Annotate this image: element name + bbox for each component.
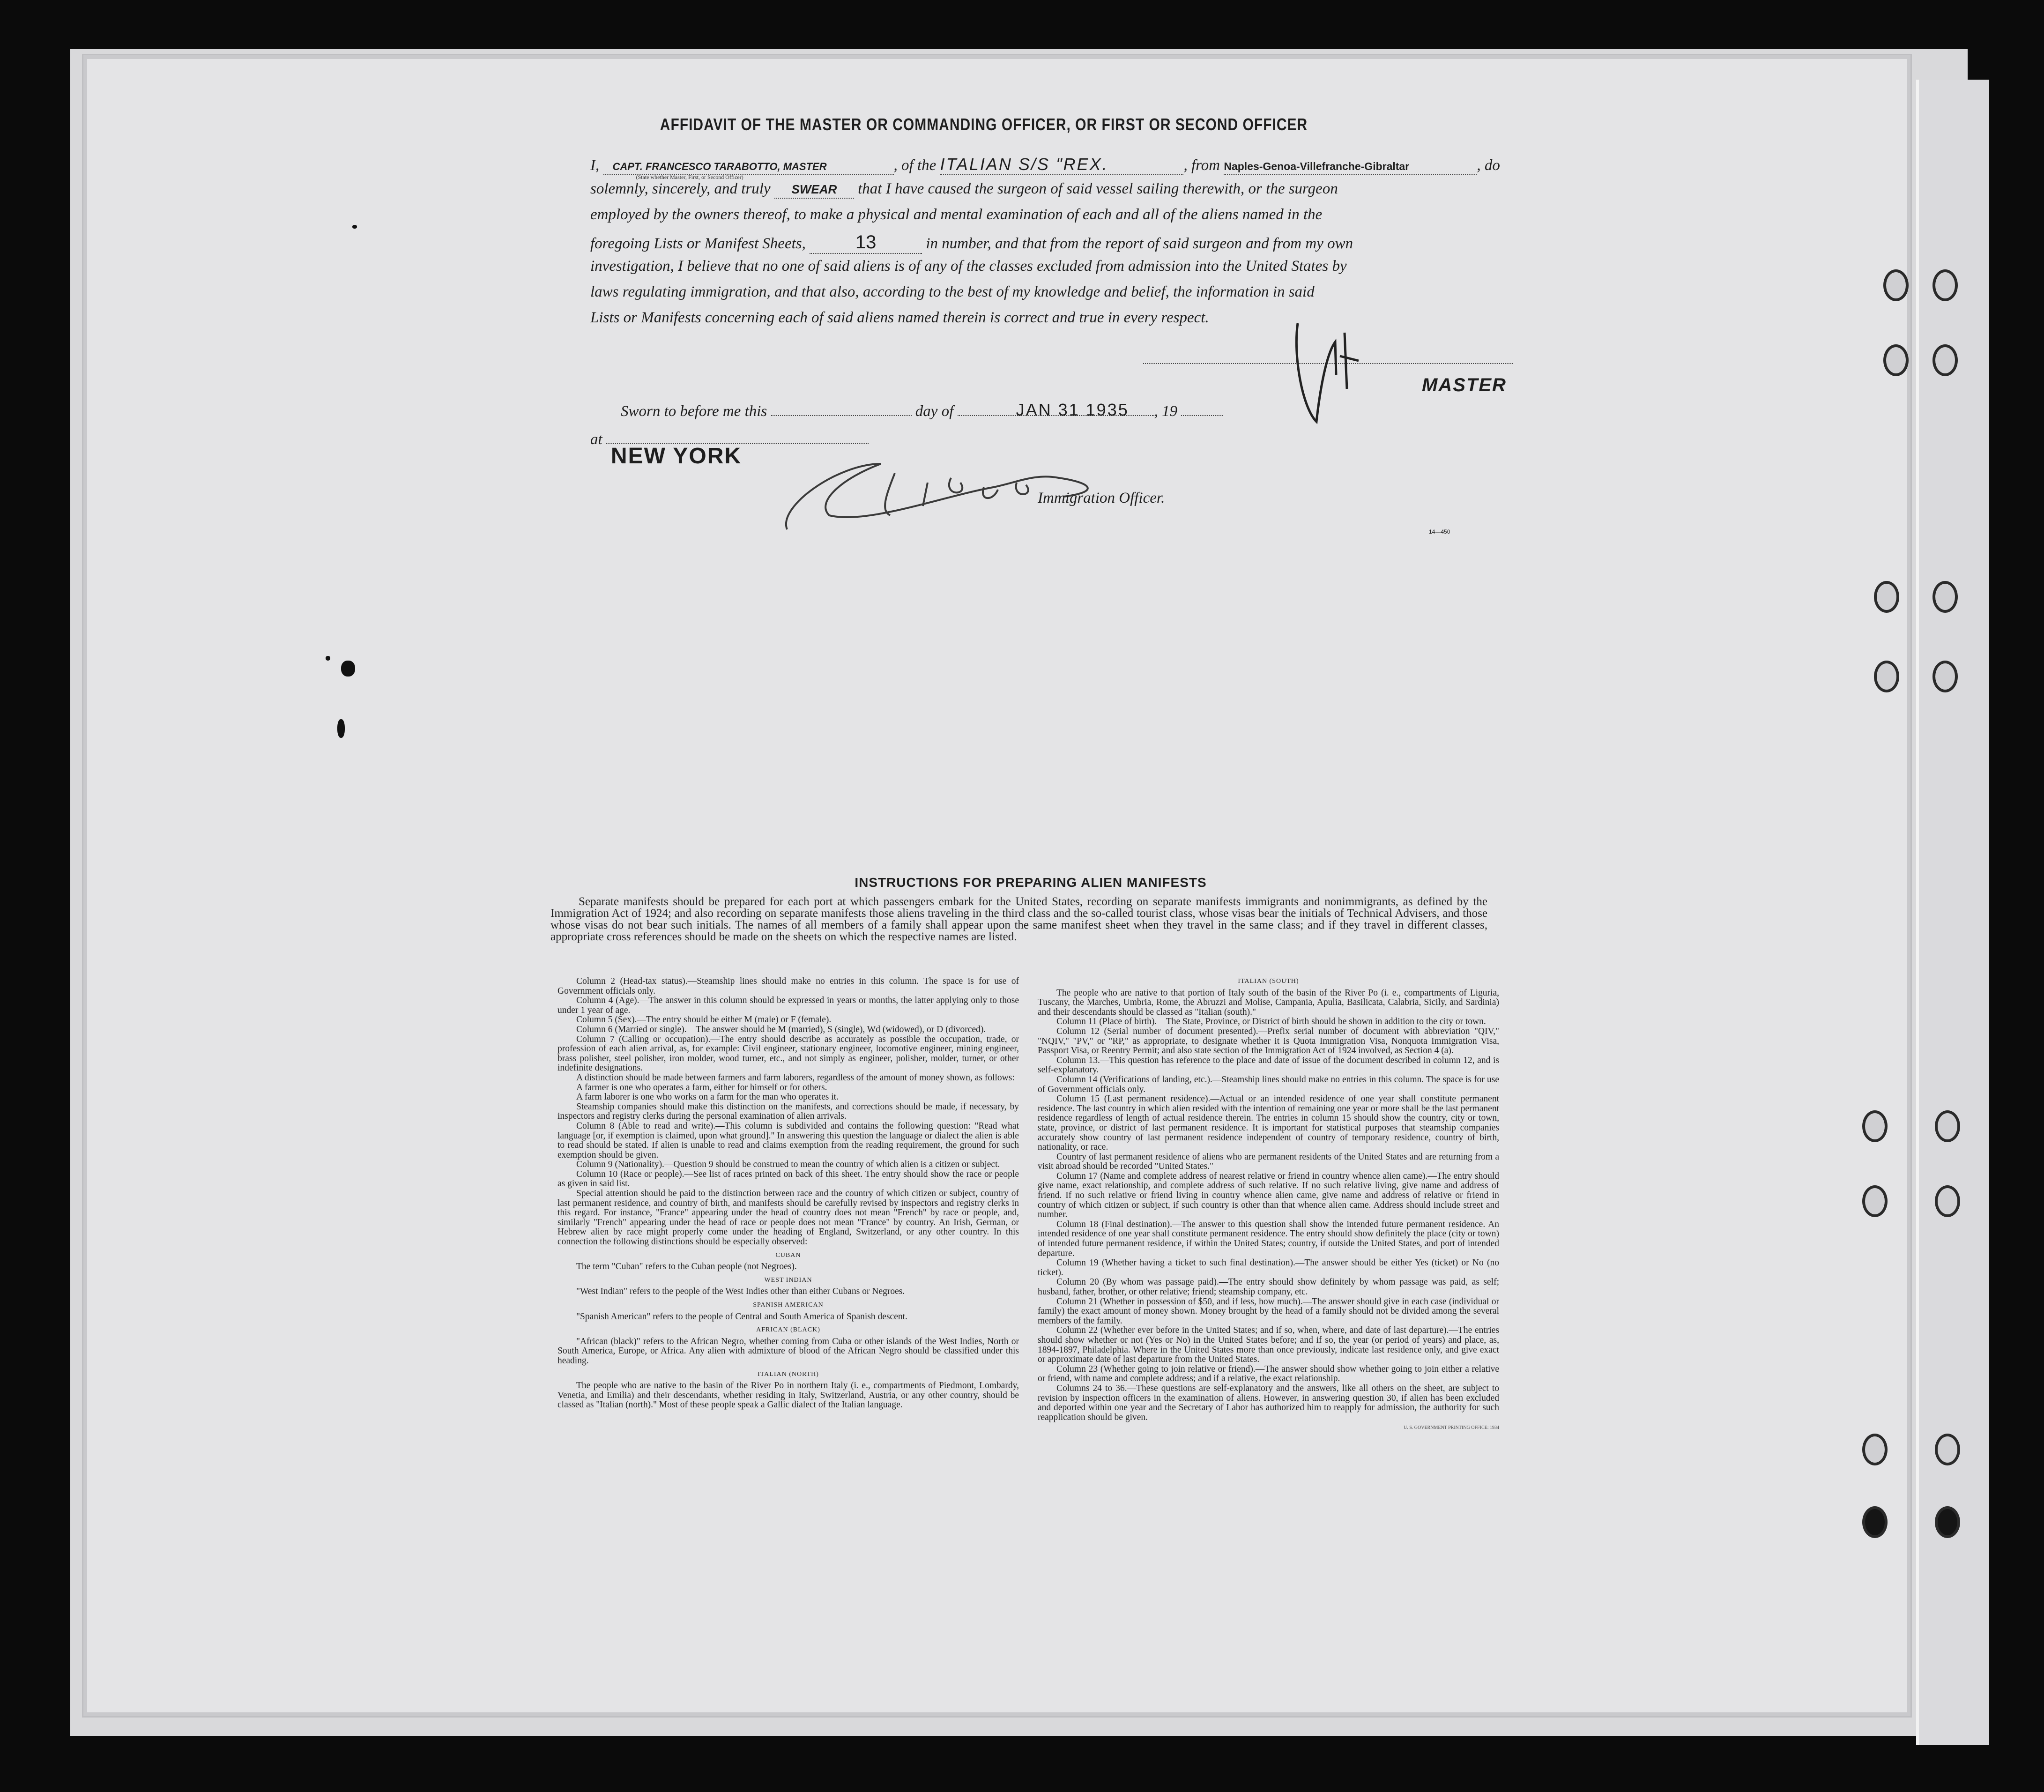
day-field (771, 415, 912, 416)
affidavit-text: in number, and that from the report of said surgeon and from my own (926, 235, 1353, 252)
affidavit-line-1 (590, 155, 1500, 180)
ink-speck (352, 225, 357, 229)
affidavit-title: AFFIDAVIT OF THE MASTER OR COMMANDING OFFICER, OR FIRST OR SECOND OFFICER (660, 115, 1308, 134)
vessel-field (940, 155, 1183, 175)
binder-hole (1862, 1434, 1888, 1465)
master-signature (1284, 314, 1368, 431)
section-heading: WEST INDIAN (764, 1276, 812, 1284)
printer-imprint: U. S. GOVERNMENT PRINTING OFFICE: 1934 (1404, 1425, 1499, 1431)
date-stamp: JAN 31 1935 (1016, 400, 1129, 419)
binder-hole (1933, 269, 1958, 301)
oath-field (774, 180, 854, 199)
binder-hole (1935, 1185, 1960, 1217)
rank-note: (State whether Master, First, or Second Officer) (636, 174, 743, 180)
affidavit-line-6: laws regulating immigration, and that also, according to the best of my knowledge and belief, the information in said (590, 283, 1315, 300)
instruction-paragraph: Column 18 (Final destination).—The answer to this question shall show the intended future permanent residence. An intended residence of one year shall constitute permanent residence. The entry should show definitely the place (city or town) of intended future permanent residence, if within the United States; country, if outside the United States, and port of intended departure. (1038, 1219, 1499, 1258)
instruction-paragraph: Column 22 (Whether ever before in the United States; and if so, when, where, and date of last departure).—The entries should show whether or not (Yes or No) in the United States before; and if so, the year (or period of years) and place, as, 1894-1897, Philadelphia. Where in the United States more than once previously, indicate last residence only, and give exact or approximate date of last departure from the United States. (1038, 1325, 1499, 1365)
affidavit-text: , 19 (1154, 403, 1178, 420)
year-field (1181, 415, 1223, 416)
binder-hole (1874, 661, 1899, 692)
signer-title: MASTER (1422, 375, 1507, 395)
section-heading: ITALIAN (SOUTH) (1238, 978, 1299, 985)
section-heading: AFRICAN (BLACK) (756, 1326, 820, 1334)
instruction-paragraph: Columns 24 to 36.—These questions are self-explanatory and the answers, like all others on the sheet, are subject to revision by inspection officers in the examination of aliens. However, in answering question 30, if alien has been excluded and deported within one year and the Secretary of Labor has authorized him to reapply for admission, the authority for such reapplication should be given. (1038, 1383, 1499, 1422)
instruction-paragraph: Column 23 (Whether going to join relative or friend).—The answer should show whether going to join either a relative or friend, with name and complete address; and if a relative, the exact relationship. (1038, 1364, 1499, 1384)
instruction-paragraph: Steamship companies should make this distinction on the manifests, and corrections should be made, if necessary, by inspectors and registry clerks during the personal examination of alien arrivals. (557, 1101, 1019, 1122)
sworn-line (621, 400, 1223, 420)
binder-hole (1933, 344, 1958, 376)
instruction-paragraph: The term "Cuban" refers to the Cuban people (not Negroes). (576, 1262, 797, 1272)
instruction-paragraph: Column 15 (Last permanent residence).—Actual or an intended residence of one year shall constitute permanent residence. The last country in which alien resided with the intention of remaining one year or more shall be the last permanent residence regardless of length of actual residence therein. The entries in column 15 should show the country, city or town, state, province, or district of last permanent residence. It is important for statistical purposes that steamship companies accurately show country of last permanent residence independent of country of temporary residence, country of birth, nationality, or race. (1038, 1094, 1499, 1153)
instruction-paragraph: "West Indian" refers to the people of the West Indies other than either Cubans or Negroes. (576, 1286, 905, 1297)
binder-hole (1874, 581, 1899, 613)
ink-speck (341, 661, 355, 677)
binder-hole (1933, 661, 1958, 692)
instruction-paragraph: "African (black)" refers to the African Negro, whether coming from Cuba or other islands of the West Indies, North or South America, Europe, or Africa. Any alien with admixture of blood of the African Negro should be classified under this heading. (557, 1336, 1019, 1366)
affidavit-text: that I have caused the surgeon of said vessel sailing therewith, or the surgeon (858, 180, 1338, 197)
binder-hole (1935, 1506, 1960, 1538)
affidavit-text: Sworn to before me this (621, 403, 767, 420)
affidavit-line-7: Lists or Manifests concerning each of said aliens named therein is correct and true in every respect. (590, 309, 1209, 326)
instruction-paragraph: The people who are native to the basin of the River Po in northern Italy (i. e., compartments of Piedmont, Lombardy, Venetia, and Emilia) and their descendants, whether residing in Italy, Switzerland, Austria, or any other country, should be classed as "Italian (north)." Most of these people speak a Gallic dialect of the Italian language. (557, 1381, 1019, 1410)
route-field (1224, 157, 1477, 175)
route: Naples-Genoa-Villefranche-Gibraltar (1224, 160, 1410, 172)
instruction-paragraph: A farmer is one who operates a farm, either for himself or for others. (576, 1082, 827, 1093)
instructions-right-column (1038, 977, 1499, 1433)
instructions-intro: Separate manifests should be prepared for each port at which passengers embark for the United States, recording on separate manifests immigrants and nonimmigrants, as defined by the Immigration Act of 1924; and also recording on separate manifests those aliens traveling in the third class and the so-called tourist class, whose visas bear the initials of Technical Advisers, and those whose visas do not bear such initials. The names of all members of a family shall appear upon the same manifest sheet when they travel in the same class; and if they travel in different classes, appropriate cross references should be made on the sheets on which the respective names are listed. (550, 895, 1487, 943)
instruction-paragraph: Column 20 (By whom was passage paid).—The entry should show definitely by whom passage was paid, as self; husband, father, brother, or other relative; friend; steamship company, etc. (1038, 1277, 1499, 1297)
affidavit-line-2 (590, 180, 1338, 199)
instruction-paragraph: Country of last permanent residence of aliens who are permanent residents of the United States and are returning from a visit abroad should be recorded "United States." (1038, 1152, 1499, 1172)
binder-hole (1862, 1506, 1888, 1538)
section-heading: SPANISH AMERICAN (753, 1301, 824, 1309)
affidavit-line-3: employed by the owners thereof, to make a physical and mental examination of each and all of the aliens named in the (590, 206, 1323, 223)
instruction-paragraph: Column 17 (Name and complete address of nearest relative or friend in country whence alien came).—The entry should give name, exact relationship, and complete address of such relative. If no such relative living, give name and address of friend. If no such relative or friend living in country whence alien came, give name and address of relative or friend in country of which citizen or subject, if such country is other than that whence alien came. Address should include street and number. (1038, 1171, 1499, 1220)
affidavit-text: , do (1477, 157, 1500, 174)
instruction-paragraph: Column 11 (Place of birth).—The State, Province, or District of birth should be shown in addition to the city or town. (1056, 1017, 1486, 1027)
date-field (958, 400, 1154, 419)
instruction-paragraph: Column 7 (Calling or occupation).—The entry should describe as accurately as possible the occupation, trade, or profession of each alien arrival, as, for example: Civil engineer, stationary engineer, locomotive engineer, mining engineer, brass polisher, steel polisher, iron molder, wood turner, etc., and not simply as engineer, polisher, molder, turner, or other indefinite designations. (557, 1034, 1019, 1073)
instructions-title: INSTRUCTIONS FOR PREPARING ALIEN MANIFESTS (855, 875, 1207, 890)
form-number: 14—450 (1429, 528, 1450, 535)
affidavit-text: solemnly, sincerely, and truly (590, 180, 771, 197)
vessel-name: ITALIAN S/S "REX. (940, 155, 1108, 174)
affidavit-line-4 (590, 232, 1353, 254)
ink-speck (337, 719, 345, 738)
instruction-paragraph: Column 13.—This question has reference to the place and date of issue of the document described in column 12, and is self-explanatory. (1038, 1055, 1499, 1075)
instruction-paragraph: A distinction should be made between farmers and farm laborers, regardless of the amount of money shown, as follows: (576, 1072, 1015, 1083)
instruction-paragraph: Column 4 (Age).—The answer in this column should be expressed in years or months, the latter applying only to those under 1 year of age. (557, 996, 1019, 1015)
instructions-left-column (557, 977, 1019, 1410)
affidavit-text: foregoing Lists or Manifest Sheets, (590, 235, 806, 252)
binder-hole (1862, 1185, 1888, 1217)
affidavit-text: , from (1183, 157, 1220, 174)
instruction-paragraph: Column 19 (Whether having a ticket to such final destination).—The answer should be either Yes (ticket) or No (no ticket). (1038, 1258, 1499, 1278)
affidavit-line-5: investigation, I believe that no one of said aliens is of any of the classes excluded from admission into the United States by (590, 258, 1347, 275)
officer-label: Immigration Officer. (1038, 490, 1165, 506)
place-field (606, 443, 869, 468)
oath-word: SWEAR (791, 182, 837, 196)
place-stamp: NEW YORK (610, 444, 742, 468)
instruction-paragraph: Column 12 (Serial number of document presented).—Prefix serial number of document with abbreviation "QIV," "NQIV," "PV," or "RP," as appropriate, to designate whether it is Quota Immigration Visa, Nonquota Immigration Visa, Passport Visa, or Reentry Permit; and also state section of the Immigration Act of 1924 involved, as Section 4 (a). (1038, 1026, 1499, 1056)
binder-hole (1933, 581, 1958, 613)
binder-hole (1883, 344, 1909, 376)
affidavit-text: day of (915, 403, 954, 420)
instruction-paragraph: Column 5 (Sex).—The entry should be either M (male) or F (female). (576, 1015, 832, 1025)
instruction-paragraph: The people who are native to that portion of Italy south of the basin of the River Po (i. e., compartments of Liguria, Tuscany, the Marches, Umbria, Rome, the Abruzzi and Molise, Campania, Apulia, Basilicata, Calabria, Sicily, and Sardinia) and their descendants should be classed as "Italian (south)." (1038, 988, 1499, 1017)
section-heading: CUBAN (775, 1251, 801, 1259)
binder-hole (1862, 1110, 1888, 1142)
binder-hole (1935, 1110, 1960, 1142)
master-name: CAPT. FRANCESCO TARABOTTO, MASTER (612, 161, 827, 172)
binder-strip (1916, 80, 1989, 1745)
instruction-paragraph: Column 21 (Whether in possession of $50, and if less, how much).—The answer should give in each case (individual or family) the exact amount of money shown. Money brought by the head of a family should not be divided among the several members of the family. (1038, 1296, 1499, 1326)
binder-hole (1935, 1434, 1960, 1465)
sheet-count-field (810, 232, 922, 254)
instruction-paragraph: Column 10 (Race or people).—See list of races printed on back of this sheet. The entry should show the race or people as given in said list. (557, 1169, 1019, 1189)
instruction-paragraph: Special attention should be paid to the distinction between race and the country of which citizen or subject, country of last permanent residence, and country of birth, and manifests should be carefully revised by inspectors and registry clerks in this regard. For instance, "France" appearing under the head of country does not mean "French" by race or people, and, similarly "French" appearing under the head of race or people does not mean "France" by country. An Irish, German, or Hebrew alien by race might properly come under the heading of England, Switzerland, or any other country. In this connection the following distinctions should be especially observed: (557, 1189, 1019, 1247)
instruction-paragraph: Column 8 (Able to read and write).—This column is subdivided and contains the following question: "Read what language [or, if exemption is claimed, upon what ground]." In answering this question the language or dialect the alien is able to read should be stated. If alien is unable to read and claims exemption from the reading requirement, the ground for such exemption should be given. (557, 1121, 1019, 1160)
instruction-paragraph: "Spanish American" refers to the people of Central and South America of Spanish descent. (576, 1311, 907, 1322)
master-name-field (603, 157, 894, 180)
instruction-paragraph: Column 14 (Verifications of landing, etc.).—Steamship lines should make no entries in this column. The space is for use of Government officials only. (1038, 1074, 1499, 1094)
sheet-count: 13 (855, 232, 877, 253)
section-heading: ITALIAN (NORTH) (758, 1370, 819, 1378)
affidavit-text: I, (590, 157, 600, 174)
ink-speck (326, 656, 330, 661)
binder-hole (1883, 269, 1909, 301)
instruction-paragraph: Column 2 (Head-tax status).—Steamship lines should make no entries in this column. The space is for use of Government officials only. (557, 976, 1019, 996)
instruction-paragraph: Column 9 (Nationality).—Question 9 should be construed to mean the country of which alien is a citizen or subject. (576, 1160, 1000, 1170)
instruction-paragraph: A farm laborer is one who works on a farm for the man who operates it. (576, 1092, 839, 1102)
affidavit-text: , of the (893, 157, 937, 174)
instruction-paragraph: Column 6 (Married or single).—The answer should be M (married), S (single), Wd (widowed), or D (divorced). (576, 1024, 986, 1034)
affidavit-text: at (590, 431, 602, 448)
